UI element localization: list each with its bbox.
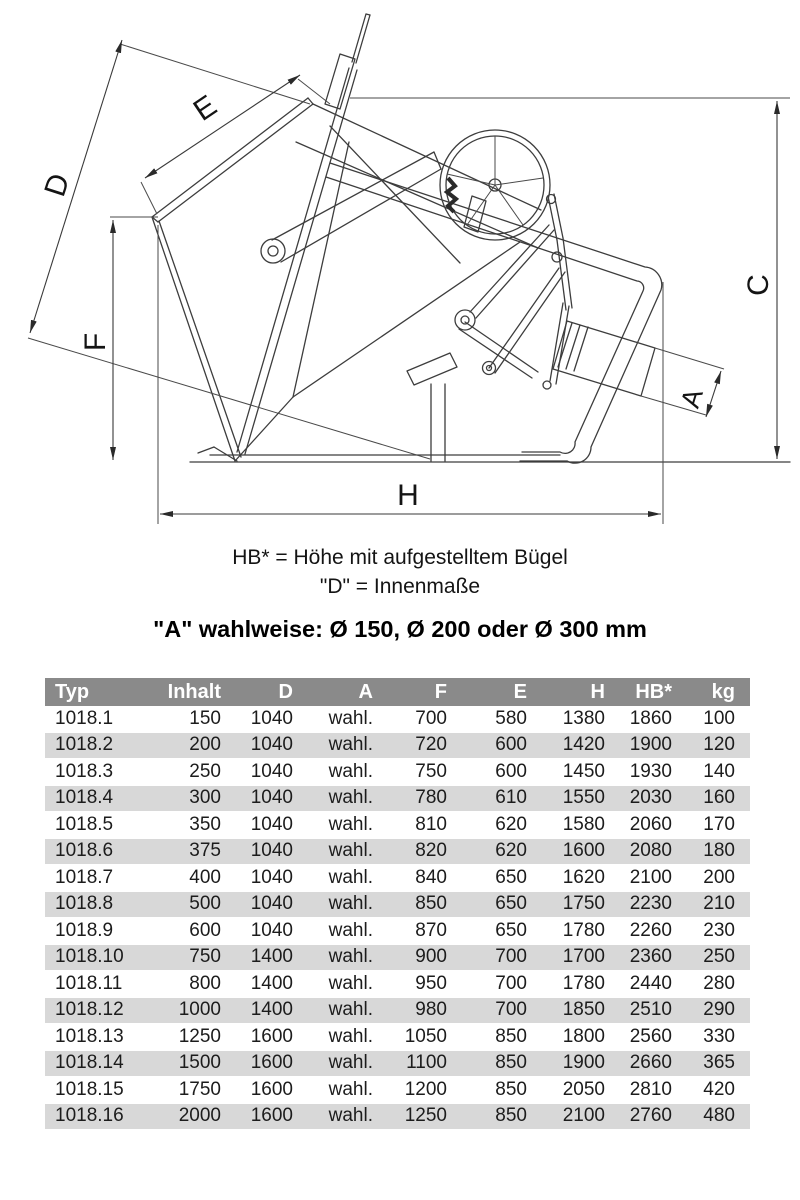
table-cell: 1250 — [373, 1104, 447, 1131]
table-cell: 650 — [447, 918, 527, 945]
table-cell: 950 — [373, 971, 447, 998]
table-cell: 1600 — [221, 1051, 293, 1078]
table-cell: 600 — [163, 918, 221, 945]
table-cell: 100 — [672, 706, 750, 733]
table-cell: 1018.12 — [45, 998, 163, 1025]
dim-label-h: H — [397, 479, 419, 512]
table-cell: 375 — [163, 839, 221, 866]
table-row — [45, 1077, 750, 1104]
table-cell: 420 — [672, 1077, 750, 1104]
table-cell: 2050 — [527, 1077, 605, 1104]
table-cell: 2000 — [163, 1104, 221, 1131]
table-cell: 250 — [672, 945, 750, 972]
col-header-d: D — [221, 678, 293, 706]
table-cell: 330 — [672, 1024, 750, 1051]
table-cell: 1380 — [527, 706, 605, 733]
table-cell: 2760 — [605, 1104, 672, 1131]
table-cell: 2100 — [605, 865, 672, 892]
table-cell: 1018.15 — [45, 1077, 163, 1104]
table-row — [45, 1104, 750, 1131]
table-cell: 1600 — [221, 1104, 293, 1131]
spec-table — [45, 678, 750, 1130]
table-cell: 1018.4 — [45, 786, 163, 813]
table-cell: wahl. — [293, 706, 373, 733]
chain-detail — [447, 178, 456, 212]
table-cell: wahl. — [293, 892, 373, 919]
col-header-h: H — [527, 678, 605, 706]
col-header-f: F — [373, 678, 447, 706]
col-header-kg: kg — [672, 678, 750, 706]
table-cell: 1750 — [527, 892, 605, 919]
table-cell: 1018.16 — [45, 1104, 163, 1131]
col-header-hb: HB* — [605, 678, 672, 706]
table-cell: 180 — [672, 839, 750, 866]
table-row — [45, 998, 750, 1025]
table-cell: 750 — [163, 945, 221, 972]
table-cell: 1018.1 — [45, 706, 163, 733]
table-cell: 1018.11 — [45, 971, 163, 998]
table-cell: 2030 — [605, 786, 672, 813]
table-cell: 850 — [447, 1104, 527, 1131]
table-cell: wahl. — [293, 971, 373, 998]
table-cell: 850 — [447, 1051, 527, 1078]
table-cell: 780 — [373, 786, 447, 813]
table-cell: wahl. — [293, 865, 373, 892]
table-cell: 700 — [373, 706, 447, 733]
table-cell: 1018.14 — [45, 1051, 163, 1078]
table-cell: 850 — [447, 1077, 527, 1104]
table-cell: wahl. — [293, 759, 373, 786]
table-cell: wahl. — [293, 998, 373, 1025]
dimension-lines — [28, 40, 790, 524]
table-row — [45, 706, 750, 733]
table-cell: 810 — [373, 812, 447, 839]
table-cell: 1750 — [163, 1077, 221, 1104]
table-cell: 620 — [447, 812, 527, 839]
table-cell: 1420 — [527, 733, 605, 760]
table-cell: 1040 — [221, 839, 293, 866]
table-cell: 1018.6 — [45, 839, 163, 866]
table-cell: 1200 — [373, 1077, 447, 1104]
table-cell: 2660 — [605, 1051, 672, 1078]
table-cell: 650 — [447, 865, 527, 892]
table-cell: 1800 — [527, 1024, 605, 1051]
table-cell: 1400 — [221, 945, 293, 972]
dim-label-d: D — [38, 169, 77, 201]
table-cell: wahl. — [293, 918, 373, 945]
table-cell: 600 — [447, 733, 527, 760]
a-option-note: "A" wahlweise: Ø 150, Ø 200 oder Ø 300 mm — [153, 616, 647, 642]
table-cell: 980 — [373, 998, 447, 1025]
table-cell: 1018.2 — [45, 733, 163, 760]
table-cell: 820 — [373, 839, 447, 866]
table-cell: wahl. — [293, 1051, 373, 1078]
table-cell: 800 — [163, 971, 221, 998]
table-cell: wahl. — [293, 1104, 373, 1131]
table-cell: 1040 — [221, 759, 293, 786]
table-cell: wahl. — [293, 839, 373, 866]
table-cell: 230 — [672, 918, 750, 945]
table-cell: 1018.9 — [45, 918, 163, 945]
table-cell: 1620 — [527, 865, 605, 892]
table-cell: 1500 — [163, 1051, 221, 1078]
discharge-spout — [553, 321, 655, 396]
table-cell: 1780 — [527, 918, 605, 945]
table-cell: wahl. — [293, 1077, 373, 1104]
spec-table-body — [45, 706, 750, 1130]
table-cell: 2560 — [605, 1024, 672, 1051]
table-cell: 900 — [373, 945, 447, 972]
dim-label-f: F — [79, 332, 112, 352]
table-cell: 1018.7 — [45, 865, 163, 892]
table-cell: 280 — [672, 971, 750, 998]
table-cell: 290 — [672, 998, 750, 1025]
table-cell: 2510 — [605, 998, 672, 1025]
table-cell: 160 — [672, 786, 750, 813]
table-cell: 1050 — [373, 1024, 447, 1051]
table-cell: 1700 — [527, 945, 605, 972]
table-cell: 1250 — [163, 1024, 221, 1051]
table-cell: 1400 — [221, 971, 293, 998]
table-cell: 2060 — [605, 812, 672, 839]
table-cell: 1600 — [527, 839, 605, 866]
table-cell: 1018.13 — [45, 1024, 163, 1051]
table-cell: 1040 — [221, 892, 293, 919]
table-cell: 1000 — [163, 998, 221, 1025]
table-cell: wahl. — [293, 945, 373, 972]
table-cell: 700 — [447, 971, 527, 998]
technical-drawing — [0, 0, 800, 545]
table-cell: 1040 — [221, 786, 293, 813]
table-cell: 1018.10 — [45, 945, 163, 972]
dim-label-c: C — [742, 274, 775, 296]
dim-label-a: A — [674, 385, 709, 412]
table-cell: 1780 — [527, 971, 605, 998]
table-cell: 2260 — [605, 918, 672, 945]
table-cell: 500 — [163, 892, 221, 919]
table-cell: 2230 — [605, 892, 672, 919]
table-cell: 1400 — [221, 998, 293, 1025]
table-cell: 170 — [672, 812, 750, 839]
col-header-typ: Typ — [45, 678, 163, 706]
table-cell: 1930 — [605, 759, 672, 786]
table-cell: 850 — [373, 892, 447, 919]
table-cell: 250 — [163, 759, 221, 786]
table-cell: 1040 — [221, 812, 293, 839]
table-cell: 580 — [447, 706, 527, 733]
table-cell: 1600 — [221, 1024, 293, 1051]
table-cell: 1040 — [221, 706, 293, 733]
hb-note: HB* = Höhe mit aufgestelltem Bügel — [232, 546, 568, 569]
table-cell: 140 — [672, 759, 750, 786]
table-cell: 700 — [447, 945, 527, 972]
table-row — [45, 786, 750, 813]
table-cell: 1018.8 — [45, 892, 163, 919]
dim-label-e: E — [187, 89, 223, 128]
table-cell: 650 — [447, 892, 527, 919]
table-row — [45, 1024, 750, 1051]
table-row — [45, 812, 750, 839]
table-cell: 210 — [672, 892, 750, 919]
table-cell: 1018.3 — [45, 759, 163, 786]
table-cell: 1600 — [221, 1077, 293, 1104]
table-row — [45, 892, 750, 919]
table-row — [45, 759, 750, 786]
table-cell: 1550 — [527, 786, 605, 813]
table-cell: 1450 — [527, 759, 605, 786]
table-row — [45, 945, 750, 972]
table-cell: wahl. — [293, 812, 373, 839]
table-cell: 1040 — [221, 865, 293, 892]
table-cell: 400 — [163, 865, 221, 892]
table-row — [45, 865, 750, 892]
table-row — [45, 839, 750, 866]
table-row — [45, 918, 750, 945]
table-row — [45, 733, 750, 760]
table-cell: 600 — [447, 759, 527, 786]
d-note: "D" = Innenmaße — [319, 575, 481, 598]
table-cell: 200 — [163, 733, 221, 760]
tilting-hopper-drawing — [0, 0, 800, 545]
table-cell: 870 — [373, 918, 447, 945]
table-row — [45, 971, 750, 998]
table-cell: 2100 — [527, 1104, 605, 1131]
col-header-e: E — [447, 678, 527, 706]
table-cell: 1850 — [527, 998, 605, 1025]
table-cell: 480 — [672, 1104, 750, 1131]
table-row — [45, 1051, 750, 1078]
table-cell: 750 — [373, 759, 447, 786]
table-cell: 1580 — [527, 812, 605, 839]
table-cell: 200 — [672, 865, 750, 892]
table-cell: 1900 — [527, 1051, 605, 1078]
table-cell: 300 — [163, 786, 221, 813]
table-cell: 1018.5 — [45, 812, 163, 839]
table-cell: 620 — [447, 839, 527, 866]
table-cell: wahl. — [293, 733, 373, 760]
table-cell: 610 — [447, 786, 527, 813]
table-cell: 700 — [447, 998, 527, 1025]
table-cell: wahl. — [293, 1024, 373, 1051]
table-cell: 1900 — [605, 733, 672, 760]
table-cell: 120 — [672, 733, 750, 760]
table-cell: 2080 — [605, 839, 672, 866]
table-cell: 350 — [163, 812, 221, 839]
table-header-row — [45, 678, 750, 706]
table-cell: 2810 — [605, 1077, 672, 1104]
table-cell: 1040 — [221, 918, 293, 945]
table-cell: 1100 — [373, 1051, 447, 1078]
col-header-a: A — [293, 678, 373, 706]
caption-block — [0, 545, 800, 643]
table-cell: 850 — [447, 1024, 527, 1051]
table-cell: 365 — [672, 1051, 750, 1078]
table-cell: wahl. — [293, 786, 373, 813]
col-header-inhalt: Inhalt — [163, 678, 221, 706]
table-cell: 2440 — [605, 971, 672, 998]
table-cell: 1860 — [605, 706, 672, 733]
hand-wheel — [440, 130, 550, 240]
table-cell: 840 — [373, 865, 447, 892]
table-cell: 1040 — [221, 733, 293, 760]
table-cell: 2360 — [605, 945, 672, 972]
table-cell: 720 — [373, 733, 447, 760]
table-cell: 150 — [163, 706, 221, 733]
